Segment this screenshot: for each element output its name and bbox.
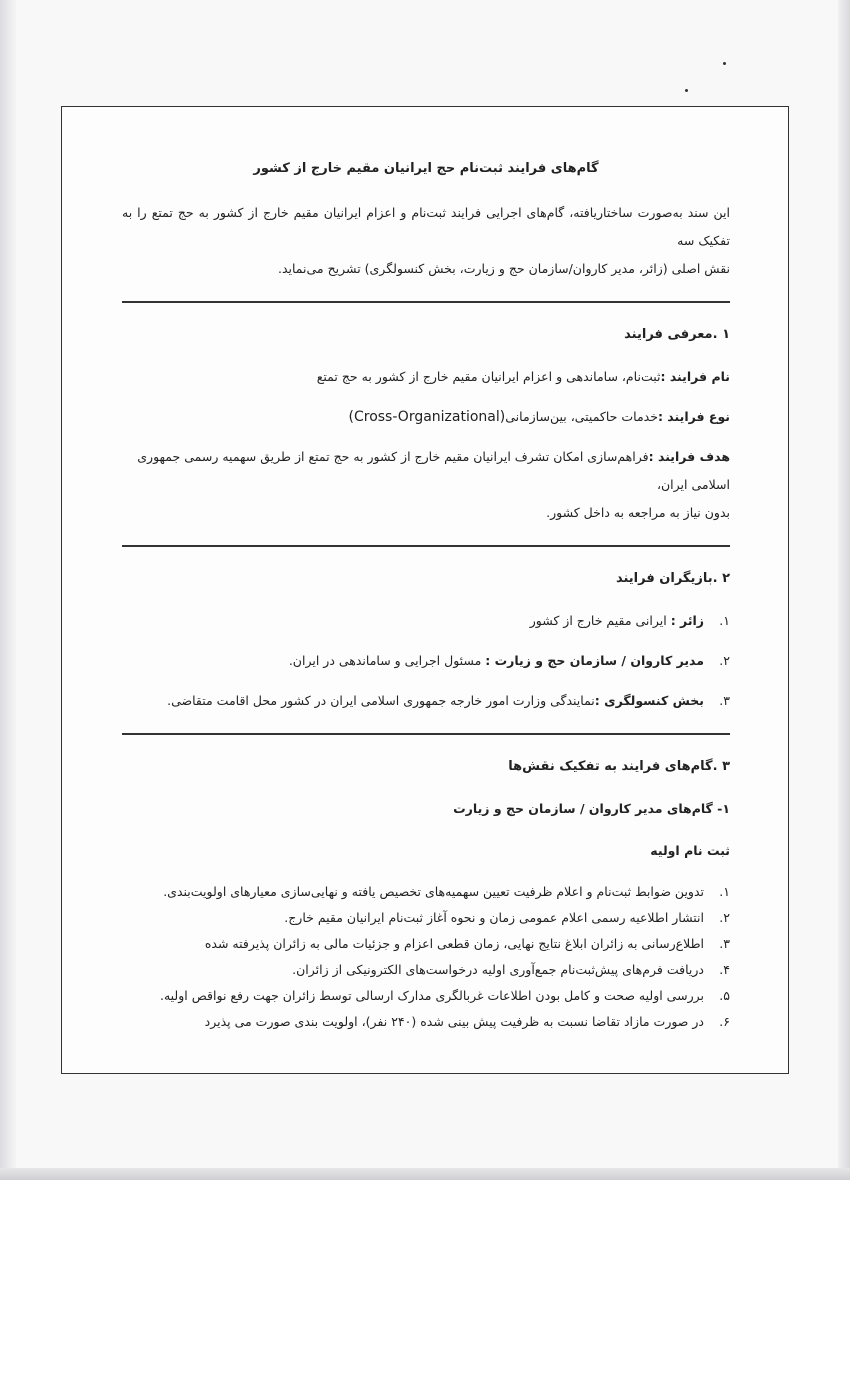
process-goal-value-1: فراهم‌سازی امکان تشرف ایرانیان مقیم خارج از کشور به حج تمتع از طریق سهمیه رسمی جمهوری اسلامی ایران،	[137, 449, 730, 492]
actor-desc: نمایندگی وزارت امور خارجه جمهوری اسلامی ایران در کشور محل اقامت متقاضی.	[167, 693, 595, 708]
scan-speck	[723, 62, 726, 65]
step-text: دریافت فرم‌های پیش‌ثبت‌نام جمع‌آوری اولیه درخواست‌های الکترونیکی از زائران.	[292, 962, 704, 977]
step-text: انتشار اطلاعیه رسمی اعلام عمومی زمان و نحوه آغاز ثبت‌نام ایرانیان مقیم خارج.	[284, 910, 704, 925]
scan-shadow-left	[0, 0, 16, 1175]
list-item	[122, 983, 730, 1009]
section-3-heading: ۳ .گام‌های فرایند به تفکیک نقش‌ها	[508, 759, 730, 774]
actor-label: زائر :	[670, 613, 704, 628]
list-item	[122, 957, 730, 983]
process-type-latin: (Cross-Organizational)	[348, 409, 506, 425]
role-subheading: ۱- گام‌های مدیر کاروان / سازمان حج و زیارت	[453, 801, 730, 816]
process-goal-value-2: بدون نیاز به مراجعه به داخل کشور.	[546, 505, 730, 520]
process-name-value: ثبت‌نام، ساماندهی و اعزام ایرانیان مقیم خارج از کشور به حج تمتع	[316, 369, 661, 384]
actor-desc: مسئول اجرایی و ساماندهی در ایران.	[288, 653, 486, 668]
actor-label: مدیر کاروان / سازمان حج و زیارت :	[485, 653, 704, 668]
steps-list	[122, 879, 730, 1035]
intro-line-1: این سند به‌صورت ساختاریافته، گام‌های اجرایی فرایند ثبت‌نام و اعزام ایرانیان مقیم خارج از کشور به حج تمتع را به تفکیک سه	[122, 205, 730, 248]
scan-shadow-right	[838, 0, 850, 1180]
step-text: در صورت مازاد تقاضا نسبت به ظرفیت پیش بینی شده (۲۴۰ نفر)، اولویت بندی صورت می پذیرد	[204, 1014, 704, 1029]
section-1-heading: ۱ .معرفی فرایند	[624, 327, 730, 342]
process-type-value: خدمات حاکمیتی، بین‌سازمانی	[505, 409, 658, 424]
item-number: ۴.	[719, 962, 730, 977]
actors-list	[122, 607, 730, 715]
list-item	[122, 647, 730, 675]
actor-label: بخش کنسولگری :	[594, 693, 704, 708]
step-text: بررسی اولیه صحت و کامل بودن اطلاعات غربالگری مدارک ارسالی توسط زائران جهت رفع نواقص اولیه.	[159, 988, 704, 1003]
list-item	[122, 931, 730, 957]
section-divider	[122, 545, 730, 547]
step-text: تدوین ضوابط ثبت‌نام و اعلام ظرفیت تعیین سهمیه‌های تخصیص یافته و نهایی‌سازی معیارهای اولویت‌بندی.	[163, 884, 704, 899]
scan-shadow-bottom	[0, 1168, 850, 1180]
step-text: اطلاع‌رسانی به زائران ابلاغ نتایج نهایی، زمان قطعی اعزام و جزئیات مالی به زائران پذیرفته شده	[204, 936, 704, 951]
group-title: ثبت نام اولیه	[650, 843, 730, 858]
item-number: ۱.	[719, 884, 730, 899]
item-number: ۳.	[719, 693, 730, 708]
document-body	[122, 155, 730, 1035]
section-divider	[122, 301, 730, 303]
intro-paragraph	[122, 199, 730, 283]
process-goal-field	[122, 443, 730, 527]
intro-line-2: نقش اصلی (زائر، مدیر کاروان/سازمان حج و زیارت، بخش کنسولگری) تشریح می‌نماید.	[277, 261, 730, 276]
process-type-field	[122, 403, 730, 431]
item-number: ۶.	[719, 1014, 730, 1029]
process-type-label: نوع فرایند :	[657, 409, 730, 424]
actor-desc: ایرانی مقیم خارج از کشور	[529, 613, 671, 628]
scan-speck	[685, 89, 688, 92]
item-number: ۳.	[719, 936, 730, 951]
section-divider	[122, 733, 730, 735]
list-item	[122, 879, 730, 905]
list-item	[122, 1009, 730, 1035]
item-number: ۲.	[719, 910, 730, 925]
item-number: ۱.	[719, 613, 730, 628]
section-2-heading: ۲ .بازیگران فرایند	[615, 571, 730, 586]
item-number: ۲.	[719, 653, 730, 668]
list-item	[122, 687, 730, 715]
document-frame	[61, 106, 789, 1074]
document-title: گام‌های فرایند ثبت‌نام حج ایرانیان مقیم خارج از کشور	[253, 161, 599, 176]
item-number: ۵.	[719, 988, 730, 1003]
list-item	[122, 607, 730, 635]
list-item	[122, 905, 730, 931]
process-name-label: نام فرایند :	[660, 369, 730, 384]
process-goal-label: هدف فرایند :	[648, 449, 730, 464]
process-name-field	[122, 363, 730, 391]
